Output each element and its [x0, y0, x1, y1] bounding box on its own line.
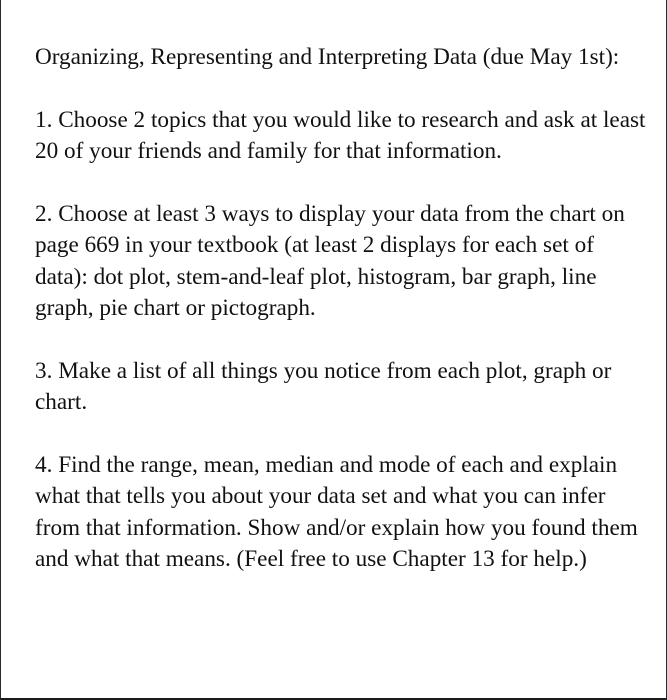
document-title: Organizing, Representing and Interpreting Data (due May 1st): [35, 44, 620, 70]
instruction-item-2: 2. Choose at least 3 ways to display your data from the chart on page 669 in your textbook (at least 2 displays for each set of data): dot plot, stem-and-leaf plot, histogram, bar graph, line graph, pie chart or pictograph. [35, 200, 625, 321]
instruction-item-3: 3. Make a list of all things you notice from each plot, graph or chart. [35, 357, 612, 415]
document-body [35, 42, 647, 576]
instruction-item-1: 1. Choose 2 topics that you would like to research and ask at least 20 of your friends and family for that information. [35, 106, 646, 164]
instruction-item-4: 4. Find the range, mean, median and mode of each and explain what that tells you about your data set and what you can infer from that information. Show and/or explain how you found them and what that means. (Feel free to use Chapter 13 for help.) [35, 451, 638, 572]
